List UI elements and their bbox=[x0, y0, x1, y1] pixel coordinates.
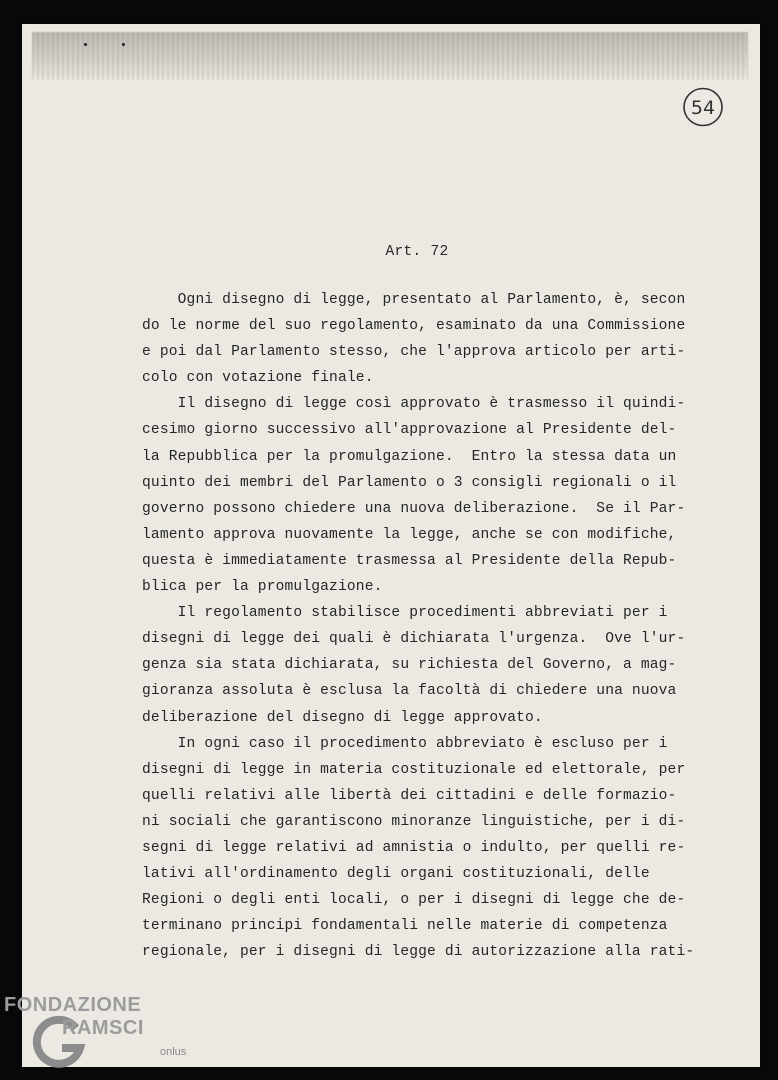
text-line: disegni di legge in materia costituzionale ed elettorale, per bbox=[142, 761, 686, 778]
text-line: lativi all'ordinamento degli organi costituzionali, delle bbox=[142, 866, 650, 883]
text-line: questa è immediatamente trasmessa al Presidente della Repub- bbox=[142, 552, 677, 569]
text-line: deliberazione del disegno di legge approvato. bbox=[142, 709, 543, 726]
scan-speck bbox=[122, 43, 125, 46]
text-line: Regioni o degli enti locali, o per i disegni di legge che de- bbox=[142, 892, 686, 909]
text-line: genza sia stata dichiarata, su richiesta del Governo, a mag- bbox=[142, 657, 677, 674]
text-line: cesimo giorno successivo all'approvazione al Presidente del- bbox=[142, 422, 677, 439]
text-line: lamento approva nuovamente la legge, anche se con modifiche, bbox=[142, 526, 677, 543]
scan-shadow-band bbox=[32, 32, 748, 80]
scan-speck bbox=[84, 43, 87, 46]
logo-line-1: FONDAZIONE bbox=[4, 994, 142, 1016]
page-number-stamp bbox=[682, 86, 724, 128]
text-line: terminano principi fondamentali nelle materie di competenza bbox=[142, 918, 668, 935]
document-page bbox=[22, 24, 760, 1067]
article-title: Art. 72 bbox=[385, 244, 449, 260]
page-number-text: 54 bbox=[690, 97, 716, 119]
text-line: colo con votazione finale. bbox=[142, 370, 374, 387]
text-line: gioranza assoluta è esclusa la facoltà di chiedere una nuova bbox=[142, 683, 677, 700]
text-line: governo possono chiedere una nuova deliberazione. Se il Par- bbox=[142, 500, 686, 517]
text-line: In ogni caso il procedimento abbreviato è escluso per i bbox=[142, 735, 668, 752]
logo-line-3: onlus bbox=[160, 1046, 187, 1058]
text-line: quelli relativi alle libertà dei cittadini e delle formazio- bbox=[142, 787, 677, 804]
text-line: Il disegno di legge così approvato è trasmesso il quindi- bbox=[142, 396, 686, 413]
text-line: ni sociali che garantiscono minoranze linguistiche, per i di- bbox=[142, 813, 686, 830]
text-line: e poi dal Parlamento stesso, che l'approva articolo per arti- bbox=[142, 344, 686, 361]
text-line: quinto dei membri del Parlamento o 3 consigli regionali o il bbox=[142, 474, 677, 491]
fondazione-gramsci-logo bbox=[4, 994, 194, 1074]
text-line: la Repubblica per la promulgazione. Entro la stessa data un bbox=[142, 448, 677, 465]
article-body bbox=[142, 287, 722, 965]
text-line: Il regolamento stabilisce procedimenti abbreviati per i bbox=[142, 605, 668, 622]
text-line: Ogni disegno di legge, presentato al Parlamento, è, secon bbox=[142, 292, 686, 308]
text-line: disegni di legge dei quali è dichiarata l'urgenza. Ove l'ur- bbox=[142, 631, 686, 648]
text-line: blica per la promulgazione. bbox=[142, 579, 383, 596]
logo-line-2: RAMSCI bbox=[62, 1017, 144, 1039]
text-line: segni di legge relativi ad amnistia o indulto, per quelli re- bbox=[142, 839, 686, 856]
text-line: regionale, per i disegni di legge di autorizzazione alla rati- bbox=[142, 944, 695, 961]
text-line: do le norme del suo regolamento, esaminato da una Commissione bbox=[142, 318, 686, 335]
